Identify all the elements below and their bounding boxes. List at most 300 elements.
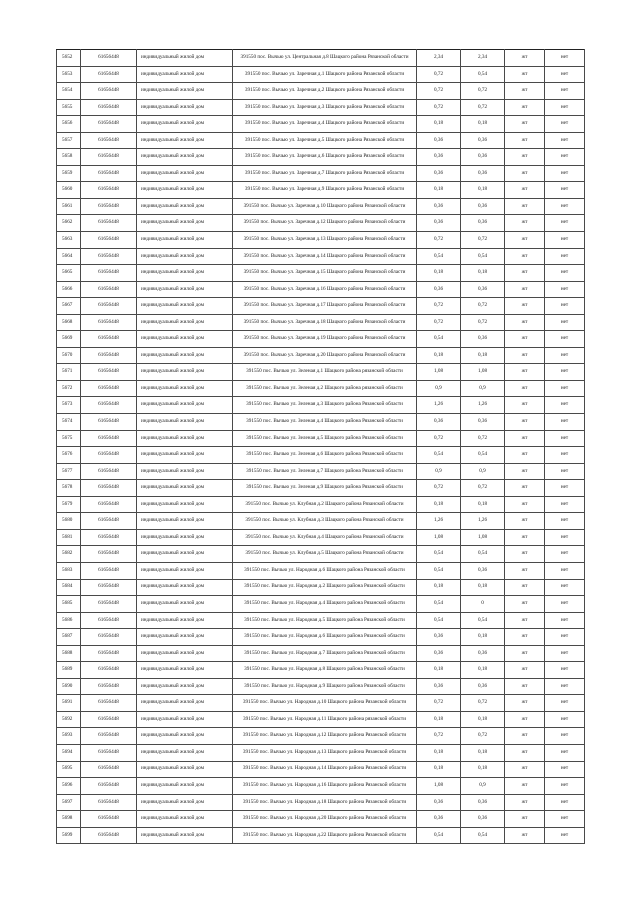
address-cell: 391550 пос. Вычью ул. Заречная д.9 Шацкого района Рязанской области: [233, 182, 417, 199]
value-2-cell: 0,9: [461, 463, 505, 480]
row-number: 5688: [57, 645, 81, 662]
address-cell: 391550 пос. Вычью ул. Зеленая д.4 Шацкого района Рязанской области: [233, 414, 417, 431]
code-cell: 61656448: [81, 744, 137, 761]
value-2-cell: 0,18: [461, 579, 505, 596]
code-cell: 61656448: [81, 430, 137, 447]
row-number: 5686: [57, 612, 81, 629]
value-2-cell: 0,36: [461, 132, 505, 149]
value-1-cell: 0,36: [417, 165, 461, 182]
value-2-cell: 2,34: [461, 50, 505, 67]
value-2-cell: 0,72: [461, 298, 505, 315]
address-cell: 391550 пос. Вычью ул. Народная д.4 Шацкого района Рязанской области: [233, 596, 417, 613]
value-2-cell: 0,54: [461, 827, 505, 844]
material-cell: жт: [505, 331, 545, 348]
value-2-cell: 0,18: [461, 347, 505, 364]
flag-cell: нет: [545, 83, 585, 100]
value-2-cell: 0,54: [461, 66, 505, 83]
value-2-cell: 0: [461, 596, 505, 613]
address-cell: 391550 пос. Вычью ул. Народная д.5 Шацкого района Рязанской области: [233, 612, 417, 629]
code-cell: 61656448: [81, 562, 137, 579]
code-cell: 61656448: [81, 546, 137, 563]
value-1-cell: 0,54: [417, 248, 461, 265]
value-2-cell: 0,54: [461, 612, 505, 629]
material-cell: жт: [505, 66, 545, 83]
material-cell: жт: [505, 513, 545, 530]
code-cell: 61656448: [81, 728, 137, 745]
flag-cell: нет: [545, 99, 585, 116]
building-type-cell: индивидуальный жилой дом: [137, 99, 233, 116]
table-row: [57, 198, 585, 215]
value-2-cell: 0,36: [461, 165, 505, 182]
flag-cell: нет: [545, 695, 585, 712]
material-cell: жт: [505, 132, 545, 149]
value-1-cell: 0,18: [417, 116, 461, 133]
row-number: 5670: [57, 347, 81, 364]
row-number: 5656: [57, 116, 81, 133]
table-row: [57, 380, 585, 397]
value-2-cell: 0,72: [461, 232, 505, 249]
value-1-cell: 0,36: [417, 215, 461, 232]
material-cell: жт: [505, 711, 545, 728]
value-2-cell: 0,72: [461, 480, 505, 497]
address-cell: 391550 пос. Вычью ул. Народная д.18 Шацкого района Рязанской области: [233, 794, 417, 811]
table-row: [57, 116, 585, 133]
building-type-cell: индивидуальный жилой дом: [137, 281, 233, 298]
table-row: [57, 165, 585, 182]
table-row: [57, 695, 585, 712]
code-cell: 61656448: [81, 364, 137, 381]
value-2-cell: 0,36: [461, 281, 505, 298]
table-row: [57, 132, 585, 149]
material-cell: жт: [505, 281, 545, 298]
material-cell: жт: [505, 579, 545, 596]
row-number: 5675: [57, 430, 81, 447]
flag-cell: нет: [545, 198, 585, 215]
value-2-cell: 1,26: [461, 397, 505, 414]
material-cell: жт: [505, 778, 545, 795]
row-number: 5652: [57, 50, 81, 67]
material-cell: жт: [505, 629, 545, 646]
flag-cell: нет: [545, 662, 585, 679]
code-cell: 61656448: [81, 232, 137, 249]
value-2-cell: 0,36: [461, 149, 505, 166]
material-cell: жт: [505, 529, 545, 546]
flag-cell: нет: [545, 248, 585, 265]
flag-cell: нет: [545, 215, 585, 232]
building-type-cell: индивидуальный жилой дом: [137, 397, 233, 414]
value-1-cell: 0,36: [417, 645, 461, 662]
building-type-cell: индивидуальный жилой дом: [137, 579, 233, 596]
table-row: [57, 314, 585, 331]
value-1-cell: 0,36: [417, 678, 461, 695]
flag-cell: нет: [545, 182, 585, 199]
code-cell: 61656448: [81, 314, 137, 331]
value-1-cell: 0,72: [417, 232, 461, 249]
material-cell: жт: [505, 596, 545, 613]
code-cell: 61656448: [81, 579, 137, 596]
flag-cell: нет: [545, 149, 585, 166]
row-number: 5678: [57, 480, 81, 497]
row-number: 5674: [57, 414, 81, 431]
row-number: 5661: [57, 198, 81, 215]
material-cell: жт: [505, 612, 545, 629]
table-row: [57, 248, 585, 265]
housing-table: [56, 49, 585, 844]
value-1-cell: 0,72: [417, 83, 461, 100]
row-number: 5654: [57, 83, 81, 100]
flag-cell: нет: [545, 66, 585, 83]
building-type-cell: индивидуальный жилой дом: [137, 480, 233, 497]
value-2-cell: 0,18: [461, 629, 505, 646]
building-type-cell: индивидуальный жилой дом: [137, 662, 233, 679]
row-number: 5658: [57, 149, 81, 166]
address-cell: 391550 пос. Вычью ул. Заречная д.17 Шацкого района Рязанской области: [233, 298, 417, 315]
row-number: 5669: [57, 331, 81, 348]
address-cell: 391550 пос. Вычью ул. Народная д.13 Шацкого района Рязанской области: [233, 744, 417, 761]
building-type-cell: индивидуальный жилой дом: [137, 711, 233, 728]
code-cell: 61656448: [81, 198, 137, 215]
value-1-cell: 0,18: [417, 711, 461, 728]
address-cell: 391550 пос. Вычью ул. Заречная д.13 Шацкого района Рязанской области: [233, 232, 417, 249]
code-cell: 61656448: [81, 794, 137, 811]
row-number: 5667: [57, 298, 81, 315]
building-type-cell: индивидуальный жилой дом: [137, 447, 233, 464]
value-2-cell: 0,18: [461, 744, 505, 761]
code-cell: 61656448: [81, 529, 137, 546]
row-number: 5657: [57, 132, 81, 149]
address-cell: 391550 пос. Вычью ул. Заречная д.15 Шацкого района Рязанской области: [233, 265, 417, 282]
value-1-cell: 0,18: [417, 496, 461, 513]
table-row: [57, 744, 585, 761]
value-1-cell: 0,36: [417, 149, 461, 166]
material-cell: жт: [505, 149, 545, 166]
code-cell: 61656448: [81, 149, 137, 166]
flag-cell: нет: [545, 364, 585, 381]
value-2-cell: 0,36: [461, 678, 505, 695]
address-cell: 391550 пос. Вычью ул. Заречная д.14 Шацкого района Рязанской области: [233, 248, 417, 265]
material-cell: жт: [505, 314, 545, 331]
document-page: [56, 49, 584, 844]
material-cell: жт: [505, 414, 545, 431]
flag-cell: нет: [545, 430, 585, 447]
table-row: [57, 645, 585, 662]
material-cell: жт: [505, 744, 545, 761]
address-cell: 391550 пос. Вычью ул. Народная д.6 Шацкого района Рязанской области: [233, 629, 417, 646]
flag-cell: нет: [545, 397, 585, 414]
table-row: [57, 463, 585, 480]
value-2-cell: 0,54: [461, 546, 505, 563]
code-cell: 61656448: [81, 380, 137, 397]
table-row: [57, 562, 585, 579]
material-cell: жт: [505, 447, 545, 464]
building-type-cell: индивидуальный жилой дом: [137, 695, 233, 712]
address-cell: 391550 пос. Вычью ул. Народная д.7 Шацкого района Рязанской области: [233, 645, 417, 662]
table-row: [57, 364, 585, 381]
row-number: 5666: [57, 281, 81, 298]
value-2-cell: 0,18: [461, 662, 505, 679]
row-number: 5697: [57, 794, 81, 811]
row-number: 5662: [57, 215, 81, 232]
table-row: [57, 546, 585, 563]
value-2-cell: 0,36: [461, 645, 505, 662]
material-cell: жт: [505, 678, 545, 695]
value-1-cell: 0,18: [417, 579, 461, 596]
flag-cell: нет: [545, 480, 585, 497]
table-row: [57, 596, 585, 613]
building-type-cell: индивидуальный жилой дом: [137, 612, 233, 629]
code-cell: 61656448: [81, 281, 137, 298]
flag-cell: нет: [545, 645, 585, 662]
address-cell: 391550 пос. Вычью ул. Народная д.10 Шацкого района Рязанской области: [233, 695, 417, 712]
row-number: 5676: [57, 447, 81, 464]
row-number: 5663: [57, 232, 81, 249]
row-number: 5673: [57, 397, 81, 414]
value-1-cell: 0,9: [417, 463, 461, 480]
material-cell: жт: [505, 165, 545, 182]
flag-cell: нет: [545, 414, 585, 431]
table-row: [57, 265, 585, 282]
table-row: [57, 83, 585, 100]
address-cell: 391550 пос. Вычью ул. Заречная д.10 Шацкого района Рязанской области: [233, 198, 417, 215]
row-number: 5693: [57, 728, 81, 745]
address-cell: 391550 пос. Вычью ул. Зеленая д.7 Шацкого района Рязанской области: [233, 463, 417, 480]
code-cell: 61656448: [81, 66, 137, 83]
building-type-cell: индивидуальный жилой дом: [137, 562, 233, 579]
address-cell: 391550 пос. Вычью ул. Клубная д.5 Шацкого района Рязанской области: [233, 546, 417, 563]
value-2-cell: 0,36: [461, 215, 505, 232]
row-number: 5684: [57, 579, 81, 596]
value-2-cell: 0,72: [461, 83, 505, 100]
code-cell: 61656448: [81, 827, 137, 844]
value-1-cell: 1,26: [417, 397, 461, 414]
row-number: 5665: [57, 265, 81, 282]
value-1-cell: 0,18: [417, 265, 461, 282]
value-1-cell: 1,08: [417, 364, 461, 381]
building-type-cell: индивидуальный жилой дом: [137, 182, 233, 199]
flag-cell: нет: [545, 232, 585, 249]
value-2-cell: 0,72: [461, 99, 505, 116]
building-type-cell: индивидуальный жилой дом: [137, 83, 233, 100]
flag-cell: нет: [545, 281, 585, 298]
address-cell: 391550 пос. Вычью ул. Клубная д.2 Шацкого района Рязанской области: [233, 496, 417, 513]
building-type-cell: индивидуальный жилой дом: [137, 265, 233, 282]
row-number: 5699: [57, 827, 81, 844]
code-cell: 61656448: [81, 645, 137, 662]
address-cell: 391550 пос. Вычью ул. Заречная д.16 Шацкого района Рязанской области: [233, 281, 417, 298]
code-cell: 61656448: [81, 761, 137, 778]
address-cell: 391550 пос. Вычью ул. Народная д.22 Шацкого района Рязанской области: [233, 827, 417, 844]
row-number: 5691: [57, 695, 81, 712]
row-number: 5659: [57, 165, 81, 182]
code-cell: 61656448: [81, 347, 137, 364]
code-cell: 61656448: [81, 132, 137, 149]
flag-cell: нет: [545, 778, 585, 795]
material-cell: жт: [505, 232, 545, 249]
flag-cell: нет: [545, 298, 585, 315]
material-cell: жт: [505, 265, 545, 282]
address-cell: 391550 пос. Вычью ул. Заречная д.2 Шацкого района Рязанской области: [233, 83, 417, 100]
row-number: 5653: [57, 66, 81, 83]
code-cell: 61656448: [81, 331, 137, 348]
material-cell: жт: [505, 50, 545, 67]
material-cell: жт: [505, 182, 545, 199]
code-cell: 61656448: [81, 629, 137, 646]
flag-cell: нет: [545, 529, 585, 546]
value-2-cell: 0,36: [461, 811, 505, 828]
row-number: 5660: [57, 182, 81, 199]
flag-cell: нет: [545, 629, 585, 646]
address-cell: 391550 пос. Вычью ул. Народная д.2 Шацкого района Рязанской области: [233, 579, 417, 596]
code-cell: 61656448: [81, 298, 137, 315]
row-number: 5689: [57, 662, 81, 679]
building-type-cell: индивидуальный жилой дом: [137, 331, 233, 348]
flag-cell: нет: [545, 331, 585, 348]
value-2-cell: 0,36: [461, 331, 505, 348]
value-2-cell: 0,72: [461, 314, 505, 331]
table-row: [57, 414, 585, 431]
table-row: [57, 232, 585, 249]
address-cell: 391550 пос. Вычью ул. Клубная д.4 Шацкого района Рязанской области: [233, 529, 417, 546]
value-2-cell: 0,18: [461, 711, 505, 728]
code-cell: 61656448: [81, 248, 137, 265]
code-cell: 61656448: [81, 83, 137, 100]
flag-cell: нет: [545, 744, 585, 761]
address-cell: 391550 пос. Вычью ул. Народная д.12 Шацкого района Рязанской области: [233, 728, 417, 745]
value-1-cell: 0,36: [417, 811, 461, 828]
material-cell: жт: [505, 496, 545, 513]
code-cell: 61656448: [81, 265, 137, 282]
table-row: [57, 99, 585, 116]
code-cell: 61656448: [81, 695, 137, 712]
value-1-cell: 0,54: [417, 596, 461, 613]
value-1-cell: 0,18: [417, 182, 461, 199]
flag-cell: нет: [545, 380, 585, 397]
building-type-cell: индивидуальный жилой дом: [137, 380, 233, 397]
value-1-cell: 0,18: [417, 761, 461, 778]
row-number: 5680: [57, 513, 81, 530]
flag-cell: нет: [545, 50, 585, 67]
building-type-cell: индивидуальный жилой дом: [137, 298, 233, 315]
address-cell: 391550 пос. Вычью ул. Клубная д.3 Шацкого района Рязанской области: [233, 513, 417, 530]
flag-cell: нет: [545, 678, 585, 695]
material-cell: жт: [505, 463, 545, 480]
table-row: [57, 761, 585, 778]
flag-cell: нет: [545, 513, 585, 530]
code-cell: 61656448: [81, 215, 137, 232]
table-row: [57, 827, 585, 844]
building-type-cell: индивидуальный жилой дом: [137, 364, 233, 381]
table-row: [57, 331, 585, 348]
table-row: [57, 496, 585, 513]
building-type-cell: индивидуальный жилой дом: [137, 132, 233, 149]
row-number: 5677: [57, 463, 81, 480]
code-cell: 61656448: [81, 165, 137, 182]
value-1-cell: 0,9: [417, 380, 461, 397]
flag-cell: нет: [545, 132, 585, 149]
building-type-cell: индивидуальный жилой дом: [137, 116, 233, 133]
value-1-cell: 0,18: [417, 662, 461, 679]
row-number: 5690: [57, 678, 81, 695]
address-cell: 391550 пос. Вычью ул. Заречная д.20 Шацкого района Рязанской области: [233, 347, 417, 364]
material-cell: жт: [505, 364, 545, 381]
address-cell: 391550 пос. Вычью ул. Народная д.20 Шацкого района Рязанской области: [233, 811, 417, 828]
value-1-cell: 0,72: [417, 298, 461, 315]
table-row: [57, 182, 585, 199]
flag-cell: нет: [545, 447, 585, 464]
table-row: [57, 298, 585, 315]
value-1-cell: 0,54: [417, 546, 461, 563]
code-cell: 61656448: [81, 99, 137, 116]
material-cell: жт: [505, 761, 545, 778]
code-cell: 61656448: [81, 447, 137, 464]
code-cell: 61656448: [81, 596, 137, 613]
flag-cell: нет: [545, 761, 585, 778]
building-type-cell: индивидуальный жилой дом: [137, 761, 233, 778]
address-cell: 391550 пос. Вычью ул. Зеленая д.6 Шацкого района Рязанской области: [233, 447, 417, 464]
flag-cell: нет: [545, 165, 585, 182]
table-row: [57, 50, 585, 67]
building-type-cell: индивидуальный жилой дом: [137, 149, 233, 166]
value-2-cell: 0,72: [461, 728, 505, 745]
row-number: 5683: [57, 562, 81, 579]
value-1-cell: 0,72: [417, 695, 461, 712]
code-cell: 61656448: [81, 612, 137, 629]
address-cell: 391550 пос. Вычью ул. Народная д.8 Шацкого района Рязанской области: [233, 662, 417, 679]
address-cell: 391550 пос. Вычью ул. Зеленая д.1 Шацкого района рязанской области: [233, 364, 417, 381]
table-row: [57, 215, 585, 232]
flag-cell: нет: [545, 711, 585, 728]
code-cell: 61656448: [81, 496, 137, 513]
building-type-cell: индивидуальный жилой дом: [137, 678, 233, 695]
value-1-cell: 0,54: [417, 562, 461, 579]
table-row: [57, 811, 585, 828]
building-type-cell: индивидуальный жилой дом: [137, 248, 233, 265]
material-cell: жт: [505, 380, 545, 397]
address-cell: 391550 пос. Вычью ул. Заречная д.3 Шацкого района Рязанской области: [233, 99, 417, 116]
value-2-cell: 0,54: [461, 447, 505, 464]
value-2-cell: 0,18: [461, 265, 505, 282]
building-type-cell: индивидуальный жилой дом: [137, 744, 233, 761]
material-cell: жт: [505, 562, 545, 579]
value-1-cell: 0,18: [417, 347, 461, 364]
address-cell: 391550 пос. Вычью ул. Заречная д.1 Шацкого района Рязанской области: [233, 66, 417, 83]
value-2-cell: 0,18: [461, 116, 505, 133]
value-1-cell: 0,36: [417, 414, 461, 431]
table-row: [57, 711, 585, 728]
flag-cell: нет: [545, 496, 585, 513]
code-cell: 61656448: [81, 513, 137, 530]
row-number: 5668: [57, 314, 81, 331]
material-cell: жт: [505, 811, 545, 828]
value-1-cell: 0,72: [417, 430, 461, 447]
code-cell: 61656448: [81, 678, 137, 695]
address-cell: 391550 пос. Вычью ул. Народная д.11 Шацкого района рязанской области: [233, 711, 417, 728]
code-cell: 61656448: [81, 116, 137, 133]
table-row: [57, 281, 585, 298]
material-cell: жт: [505, 116, 545, 133]
address-cell: 391550 пос. Вычью ул. Заречная д.12 Шацкого района Рязанской области: [233, 215, 417, 232]
building-type-cell: индивидуальный жилой дом: [137, 414, 233, 431]
address-cell: 391550 пос. Вычью ул. Центральная д.8 Шацкого района Рязанской области: [233, 50, 417, 67]
address-cell: 391550 пос. Вычью ул. Заречная д.6 Шацкого района Рязанской области: [233, 149, 417, 166]
address-cell: 391550 пос. Вычью ул. Заречная д.5 Шацкого района Рязанской области: [233, 132, 417, 149]
table-row: [57, 447, 585, 464]
material-cell: жт: [505, 546, 545, 563]
code-cell: 61656448: [81, 480, 137, 497]
value-1-cell: 0,54: [417, 612, 461, 629]
address-cell: 391550 пос. Вычью ул. Народная д.6 Шацкого района Рязанской области: [233, 562, 417, 579]
value-1-cell: 0,36: [417, 629, 461, 646]
